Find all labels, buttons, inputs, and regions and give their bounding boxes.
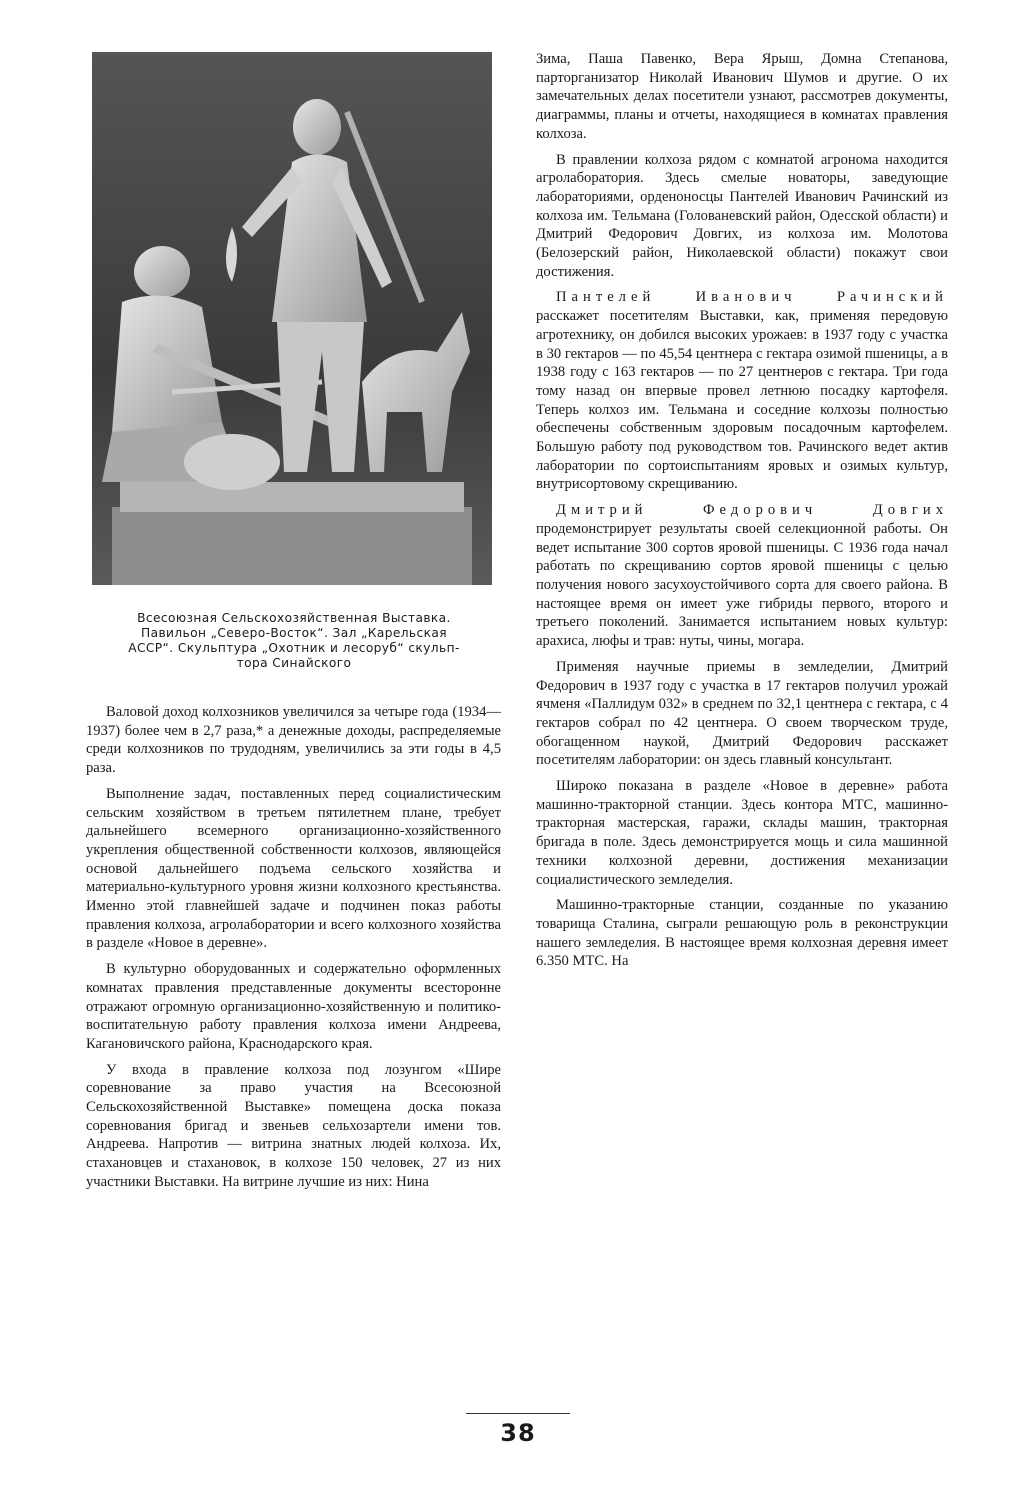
left-text-column — [86, 703, 501, 1199]
paragraph-text: расскажет посетителям Выставки, как, применяя передовую агротехнику, он добился высоких урожаев: в 1937 году с участка в 30 гектаров — по 45,54 центнера с гектара озимой пшеницы, а в 1938 году с 163 гектаров — по 27 центнеров с гектара. Три года тому назад он впервые провел летнюю посадку картофеля. Теперь колхоз им. Тельмана и соседние колхозы полностью обеспечены собственным здоровым посадочным картофелем. Большую работу под руководством тов. Рачинского ведет актив лаборатории по сортоиспытаниям яровых и озимых культур, внутрисортовому скрещиванию. — [536, 308, 948, 493]
caption-line: Всесоюзная Сельскохозяйственная Выставка. — [137, 611, 451, 625]
sculpture-photo-icon — [92, 52, 492, 585]
caption-line: тора Синайского — [236, 656, 352, 670]
paragraph: Применяя научные приемы в земледелии, Дмитрий Федорович в 1937 году с участка в 17 гектаров получил урожай ячменя «Паллидум 032» в среднем по 32,1 центнера с гектара, с 4 гектаров собрал по 42 центнера. О своем творческом труде, обогащенном наукой, Дмитрий Федорович расскажет посетителям лаборатории: он здесь главный консультант. — [536, 658, 948, 769]
paragraph — [536, 501, 948, 651]
right-text-column — [536, 50, 948, 978]
photo-caption — [86, 611, 502, 671]
page-number: 38 — [500, 1419, 536, 1447]
person-name: Пантелей Иванович Рачинский — [556, 289, 948, 306]
footer-rule — [466, 1413, 570, 1414]
person-name: Дмитрий Федорович Довгих — [556, 502, 948, 519]
paragraph: Широко показана в разделе «Новое в деревне» работа машинно-тракторной станции. Здесь контора МТС, машинно-тракторная мастерская, гаражи, склады машин, тракторная бригада в поле. Здесь демонстрируется мощь и сила машинной техники колхозной деревни, достижения механизации социалистического земледелия. — [536, 778, 948, 888]
paragraph-text: продемонстрирует результаты своей селекционной работы. Он ведет испытание 300 сортов яровой пшеницы. С 1936 года начал работать по скрещиванию сортов яровой пшеницы с целью получения нового засухоустойчивого сорта для своего района. В настоящее время он имеет уже гибриды первого, второго и третьего поколений. Занимается испытанием новых культур: арахиса, люфы и трав: нуты, чины, могара. — [536, 520, 948, 650]
caption-line: АССР“. Скульптура „Охотник и лесоруб“ скульп- — [128, 641, 460, 655]
caption-line: Павильон „Северо-Восток“. Зал „Карельская — [141, 626, 447, 640]
paragraph — [536, 288, 948, 494]
paragraph: Валовой доход колхозников увеличился за четыре года (1934—1937) более чем в 2,7 раза,* а денежные доходы, распределяемые среди колхозников по трудодням, увеличились за эти годы в 4,5 раза. — [86, 704, 501, 777]
paragraph: Машинно-тракторные станции, созданные по указанию товарища Сталина, сыграли решающую роль в реконструкции нашего земледелия. В настоящее время колхозная деревня имеет 6.350 МТС. На — [536, 897, 948, 970]
paragraph: Зима, Паша Павенко, Вера Ярыш, Домна Степанова, парторганизатор Николай Иванович Шумов и другие. О их замечательных делах посетители узнают, рассмотрев документы, диаграммы, планы и отчеты, находящиеся в комнатах правления колхоза. — [536, 51, 948, 142]
paragraph: В культурно оборудованных и содержательно оформленных комнатах правления представленные документы всесторонне отражают огромную организационно-хозяйственную и политико-воспитательную работу правления колхоза имени Андреева, Кагановичского района, Краснодарского края. — [86, 961, 501, 1052]
paragraph: В правлении колхоза рядом с комнатой агронома находится агролаборатория. Здесь смелые новаторы, заведующие лабораториями, орденоносцы Пантелей Иванович Рачинский из колхоза им. Тельмана (Голованевский район, Одесской области) и Дмитрий Федорович Довгих, из колхоза им. Молотова (Белозерский район, Николаевской области) покажут свои достижения. — [536, 151, 948, 280]
sculpture-photo — [92, 52, 492, 585]
paragraph: У входа в правление колхоза под лозунгом «Шире соревнование за право участия на Всесоюзной Сельскохозяйственной Выставке» помещена доска показа соревнования бригад и звеньев сельхозартели имени тов. Андреева. Напротив — витрина знатных людей колхоза. Их, стахановцев и стахановок, в колхозе 150 человек, 27 из них участники Выставки. На витрине лучшие из них: Нина — [86, 1061, 501, 1190]
paragraph: Выполнение задач, поставленных перед социалистическим сельским хозяйством в третьем пятилетнем плане, требует дальнейшего всемерного организационно-хозяйственного укрепления общественной собственности колхозов, являющейся основой дальнейшего подъема сельского хозяйства и материально-культурного уровня жизни колхозного крестьянства. Именно этой главнейшей задаче и подчинен показ работы правления колхоза, агролаборатории и всего колхозного хозяйства в разделе «Новое в деревне». — [86, 785, 501, 952]
